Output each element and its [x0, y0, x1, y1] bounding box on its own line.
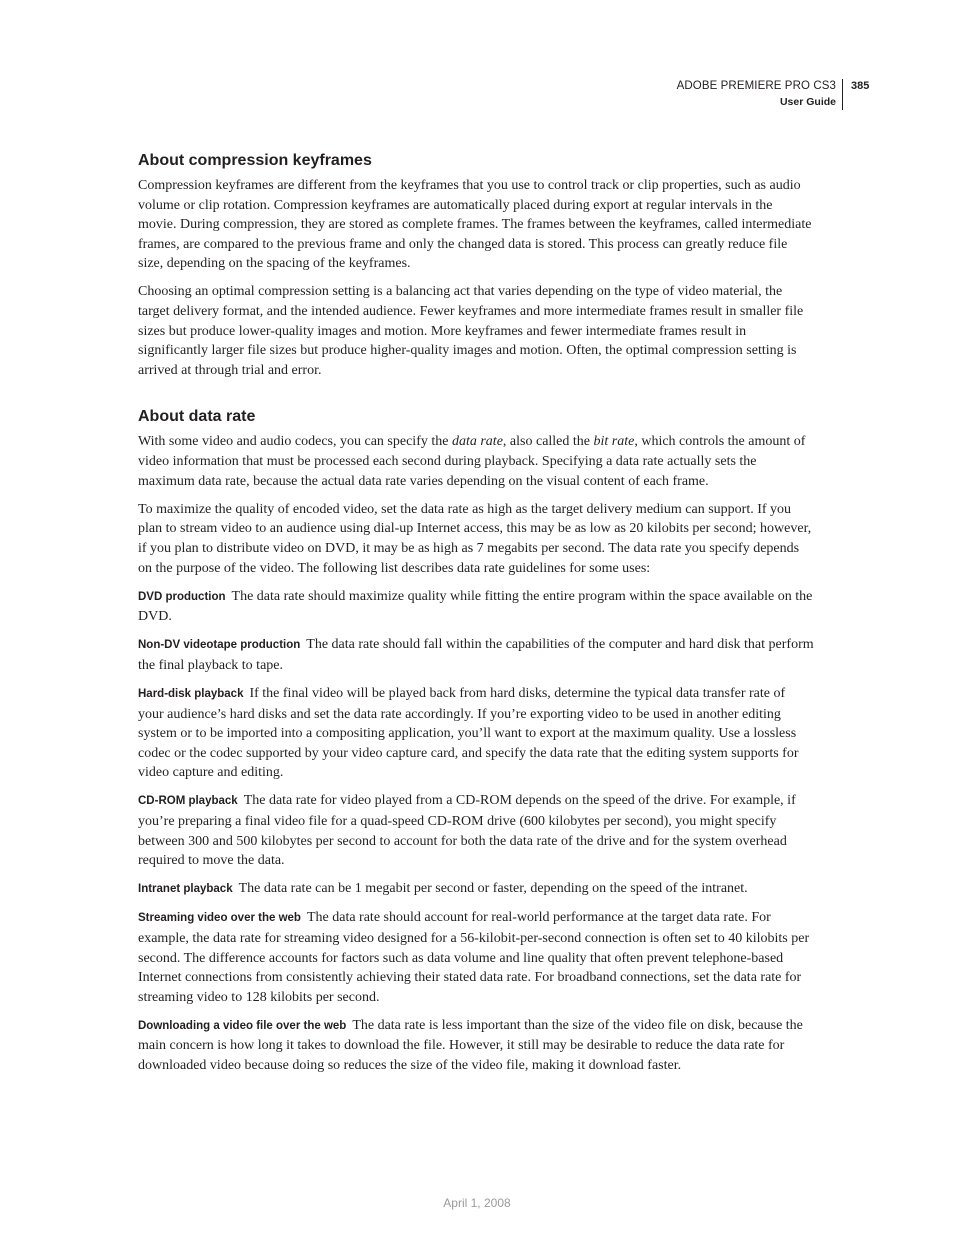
footer-date: April 1, 2008: [443, 1196, 511, 1210]
list-item: [138, 1016, 814, 1076]
list-term: DVD production: [138, 590, 226, 603]
list-term: Hard-disk playback: [138, 687, 244, 700]
text-run: , also called the: [502, 434, 594, 450]
list-item: [138, 791, 814, 870]
list-text: The data rate should maximize quality while fitting the entire program within the space available on the DVD.: [138, 588, 813, 625]
page-number: 385: [851, 80, 870, 92]
list-item: [138, 908, 814, 1007]
section-heading-data-rate: About data rate: [138, 408, 256, 426]
product-name: ADOBE PREMIERE PRO CS3: [677, 79, 843, 94]
list-text: The data rate can be 1 megabit per second or faster, depending on the speed of the intranet.: [238, 881, 748, 897]
list-item: [138, 587, 814, 627]
list-text: The data rate should fall within the capabilities of the computer and hard disk that perform the final playback to tape.: [138, 637, 814, 673]
list-text: The data rate should account for real-world performance at the target data rate. For example, the data rate for streaming video designed for a 56-kilobit-per-second connection is often set to 40 kilobits per second. The difference accounts for factors such as data volume and line quality that often prevent telephone-based Internet connections from consistently achieving their stated data rate. For broadband connections, set the data rate for streaming video to 128 kilobits per second.: [138, 910, 810, 1005]
list-item: [138, 635, 814, 675]
paragraph: Choosing an optimal compression setting is a balancing act that varies depending on the type of video material, the target delivery format, and the intended audience. Fewer keyframes and more intermediate frames result in smaller file sizes but produce lower-quality images and motion. More keyframes and fewer intermediate frames result in significantly larger file sizes but produce higher-quality images and motion. Often, the optimal compression setting is arrived at through trial and error.: [138, 284, 804, 378]
list-term: Non-DV videotape production: [138, 639, 301, 652]
text-run: , which controls the amount of video information that must be processed each second during playback. Specifying a data rate actually sets the maximum data rate, because the actual data rate varies depending on the visual content of each frame.: [138, 434, 806, 489]
guide-name: User Guide: [677, 94, 843, 110]
paragraph: [138, 432, 814, 491]
list-text: The data rate is less important than the size of the video file on disk, because the main concern is how long it takes to download the file. However, it still may be desirable to reduce the data rate for downloaded video because doing so reduces the size of the video file, making it download faster.: [138, 1017, 803, 1074]
text-run: With some video and audio codecs, you can specify the: [138, 434, 452, 450]
paragraph: Compression keyframes are different from the keyframes that you use to control track or clip properties, such as audio volume or clip rotation. Compression keyframes are automatically placed during export at regular intervals in the movie. During compression, they are stored as complete frames. The frames between the keyframes, called intermediate frames, are compared to the previous frame and only the changed data is stored. This process can greatly reduce file size, depending on the spacing of the keyframes.: [138, 178, 812, 272]
list-term: Streaming video over the web: [138, 912, 301, 925]
section-heading-compression-keyframes: About compression keyframes: [138, 152, 372, 169]
list-term: Downloading a video file over the web: [138, 1019, 347, 1032]
paragraph: To maximize the quality of encoded video, set the data rate as high as the target delivery medium can support. If you plan to stream video to an audience using dial-up Internet access, this may be as low as 20 kilobits per second; however, if you plan to distribute video on DVD, it may be as high as 7 megabits per second. The data rate you specify depends on the purpose of the video. The following list describes data rate guidelines for some uses:: [138, 501, 812, 576]
list-item: [138, 879, 814, 900]
running-header: [677, 79, 843, 110]
emphasis-data-rate: data rate: [451, 434, 503, 450]
emphasis-bit-rate: bit rate: [593, 434, 635, 450]
list-item: [138, 684, 814, 783]
list-term: Intranet playback: [138, 883, 233, 896]
list-text: The data rate for video played from a CD-ROM depends on the speed of the drive. For example, if you’re preparing a final video file for a quad-speed CD-ROM drive (600 kilobytes per second), you might specify between 300 and 500 kilobytes per second to account for both the data rate of the drive and for the system overhead required to move the data.: [138, 793, 796, 869]
page-content: [138, 150, 814, 1084]
list-term: CD-ROM playback: [138, 795, 238, 808]
list-text: If the final video will be played back from hard disks, determine the typical data transfer rate of your audience’s hard disks and set the data rate accordingly. If you’re exporting video to be used in another editing system or to be imported into a compositing application, you’ll want to export at the maximum quality. Use a lossless codec or the codec supported by your video capture card, and specify the data rate that the editing system supports for video capture and editing.: [138, 685, 799, 781]
